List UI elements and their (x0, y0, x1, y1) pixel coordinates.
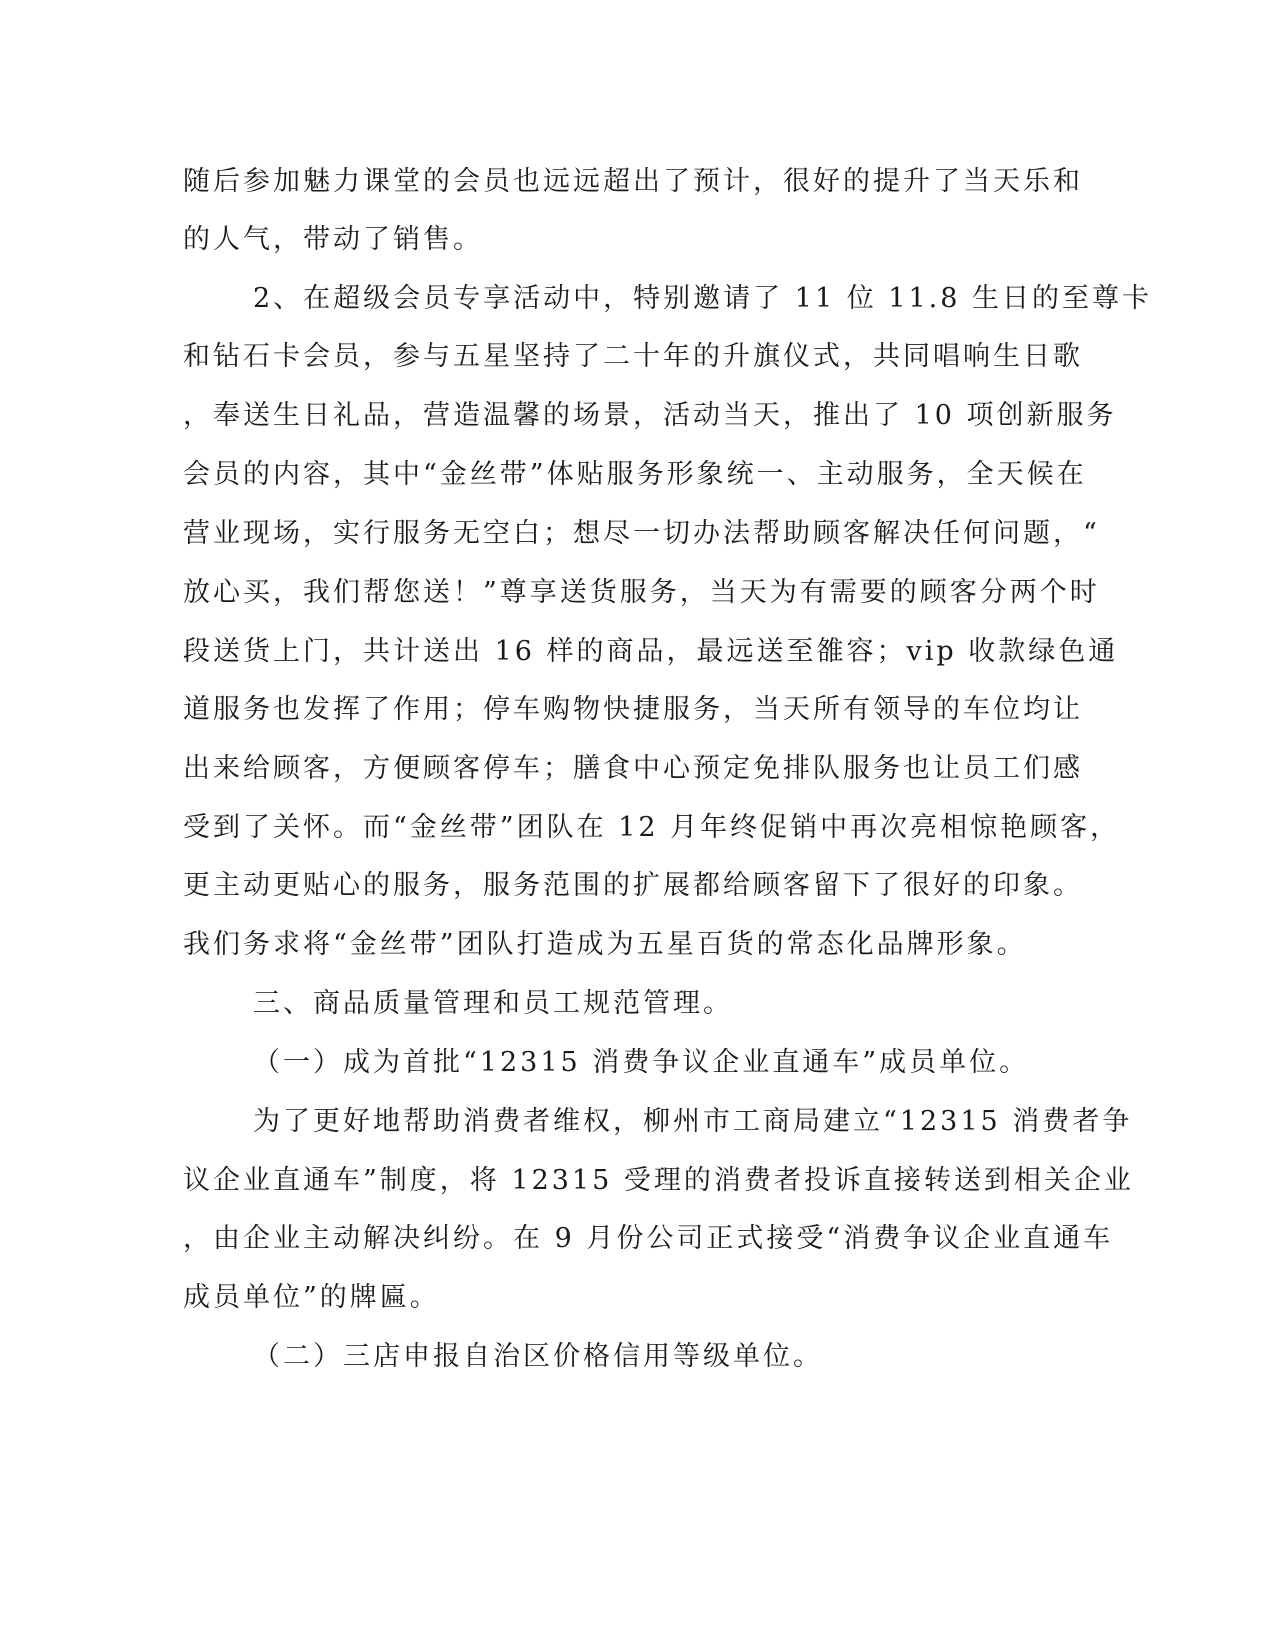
section-heading: 三、商品质量管理和员工规范管理。 (253, 988, 733, 1019)
text-line: 为了更好地帮助消费者维权，柳州市工商局建立“12315 消费者争 (253, 1106, 1133, 1137)
text-line: 的人气，带动了销售。 (183, 224, 483, 255)
text-line: 更主动更贴心的服务，服务范围的扩展都给顾客留下了很好的印象。 (183, 870, 1083, 901)
text-line: 放心买，我们帮您送！”尊享送货服务，当天为有需要的顾客分两个时 (183, 577, 1100, 608)
text-line: 道服务也发挥了作用；停车购物快捷服务，当天所有领导的车位均让 (183, 694, 1083, 725)
subsection-heading: （二）三店申报自治区价格信用等级单位。 (253, 1341, 823, 1372)
text-line: 随后参加魅力课堂的会员也远远超出了预计，很好的提升了当天乐和 (183, 166, 1083, 197)
text-line: 段送货上门，共计送出 16 样的商品，最远送至雒容；vip 收款绿色通 (183, 636, 1119, 667)
text-line: ，奉送生日礼品，营造温馨的场景，活动当天，推出了 10 项创新服务 (183, 400, 1117, 431)
text-line: 受到了关怀。而“金丝带”团队在 12 月年终促销中再次亮相惊艳顾客， (183, 812, 1121, 843)
text-line: ，由企业主动解决纠纷。在 9 月份公司正式接受“消费争议企业直通车 (183, 1223, 1114, 1254)
text-line: 成员单位”的牌匾。 (183, 1282, 440, 1313)
text-line: 议企业直通车”制度，将 12315 受理的消费者投诉直接转送到相关企业 (183, 1165, 1134, 1196)
text-line: 我们务求将“金丝带”团队打造成为五星百货的常态化品牌形象。 (183, 929, 1027, 960)
text-line: 会员的内容，其中“金丝带”体贴服务形象统一、主动服务，全天候在 (183, 459, 1087, 490)
text-line: 营业现场，实行服务无空白；想尽一切办法帮助顾客解决任何问题，“ (183, 518, 1100, 549)
text-line: 2、在超级会员专享活动中，特别邀请了 11 位 11.8 生日的至尊卡 (253, 283, 1152, 314)
text-line: 和钻石卡会员，参与五星坚持了二十年的升旗仪式，共同唱响生日歌 (183, 341, 1083, 372)
subsection-heading: （一）成为首批“12315 消费争议企业直通车”成员单位。 (253, 1047, 1030, 1078)
text-line: 出来给顾客，方便顾客停车；膳食中心预定免排队服务也让员工们感 (183, 753, 1083, 784)
